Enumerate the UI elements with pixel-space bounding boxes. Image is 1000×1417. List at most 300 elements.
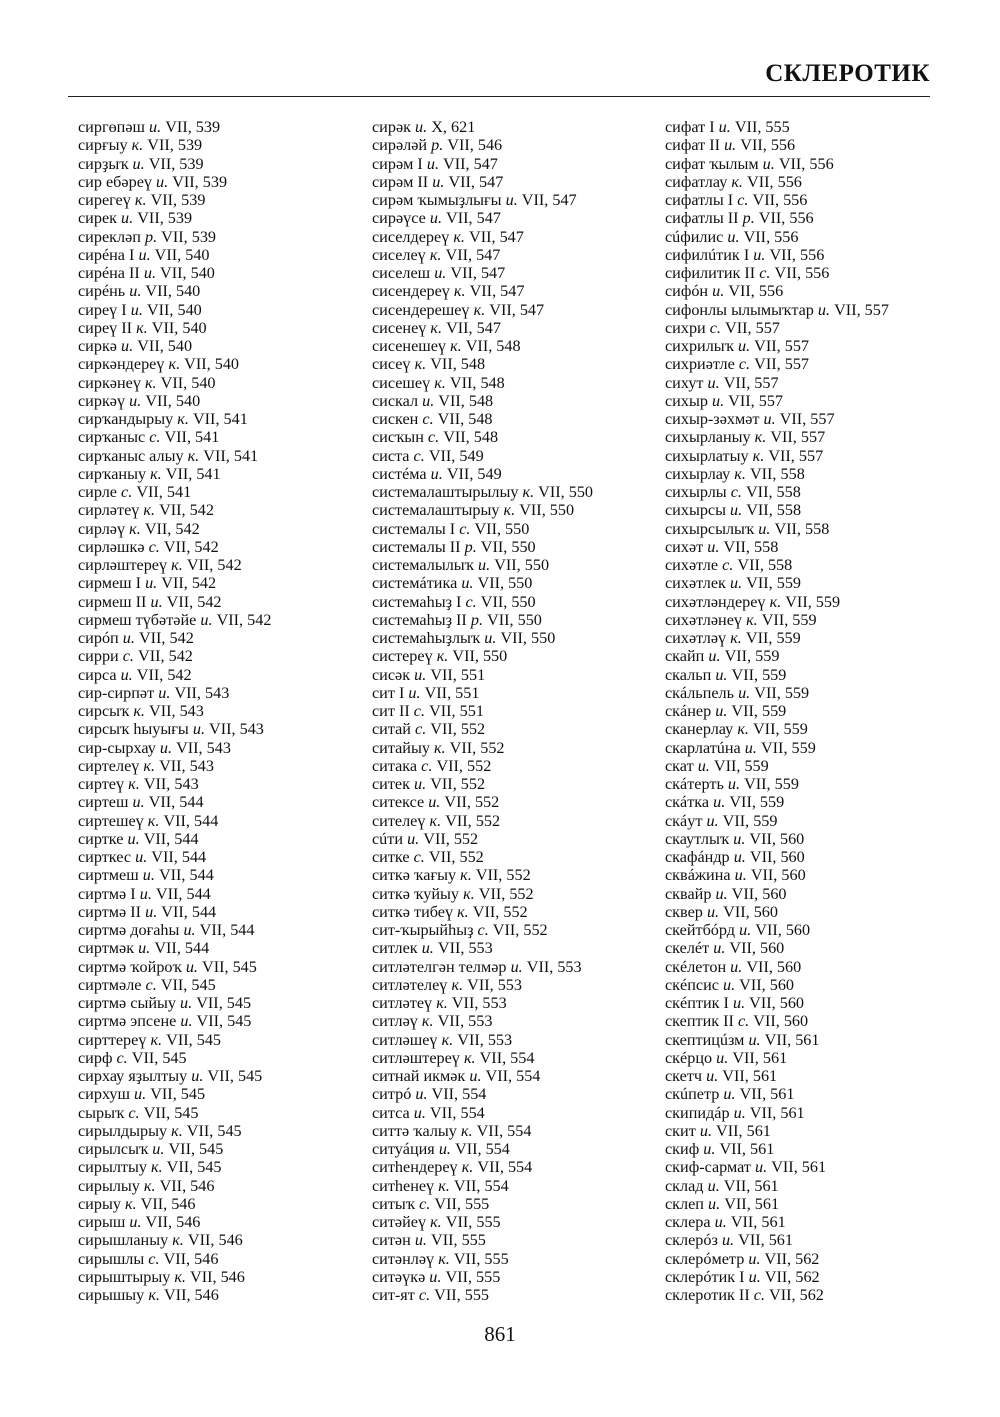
entry-grammar-mark: к. [174,1267,186,1286]
entry-grammar-mark: к. [438,1249,450,1268]
entry-volume-page: VII, 553 [451,994,507,1012]
entry-volume-page: VII, 559 [785,592,841,611]
entry-volume-page: VII, 560 [749,829,805,848]
entry-grammar-mark: и. [721,1231,735,1250]
dictionary-entry [78,1140,271,1158]
dictionary-entry [372,337,593,355]
dictionary-entry [665,885,889,903]
entry-grammar-mark: и. [426,154,439,173]
entry-grammar-mark: к. [473,300,486,319]
entry-volume-page: VII, 539 [147,136,203,155]
entry-headword: сирéна II [78,264,140,282]
entry-volume-page: VII, 544 [143,829,199,848]
dictionary-entry [665,209,889,227]
entry-grammar-mark: к. [129,519,141,538]
entry-grammar-mark: к. [133,702,145,720]
entry-volume-page: VII, 539 [148,154,204,173]
entry-volume-page: VII, 548 [465,337,521,355]
entry-volume-page: VII, 558 [774,519,830,538]
dictionary-entry [372,939,593,957]
entry-grammar-mark: к. [769,592,782,611]
entry-grammar-mark: с. [413,702,426,720]
entry-headword: сирәк [372,118,411,136]
entry-volume-page: VII, 552 [423,829,479,848]
entry-grammar-mark: к. [503,501,516,520]
entry-volume-page: VII, 543 [149,702,204,720]
entry-volume-page: VII, 560 [729,939,785,958]
entry-grammar-mark: и. [817,300,831,319]
entry-headword: ситләштереү [372,1048,460,1067]
entry-volume-page: VII, 559 [731,665,787,684]
dictionary-entry [372,483,593,501]
entry-grammar-mark: к. [429,245,442,264]
entry-headword: скиф [665,1140,700,1158]
dictionary-entry [372,866,593,884]
dictionary-entry [372,301,593,319]
entry-headword: сиртешеү [78,811,144,830]
entry-volume-page: VII, 560 [731,884,787,903]
entry-headword: сúти [372,829,404,848]
entry-headword: сирóп [78,629,119,647]
entry-volume-page: VII, 544 [155,884,211,903]
entry-volume-page: VII, 542 [138,647,193,666]
entry-volume-page: VII, 541 [136,483,192,501]
entry-volume-page: VII, 561 [739,1085,795,1104]
entry-volume-page: VII, 550 [494,556,550,574]
entry-volume-page: VII, 539 [137,209,193,228]
entry-grammar-mark: с. [759,264,771,282]
entry-headword: склеротик II [665,1286,750,1304]
entry-headword: сирәләй [372,136,428,155]
dictionary-entry [665,739,889,757]
entry-headword: сифатлау [665,172,728,191]
dictionary-entry [665,976,889,994]
entry-grammar-mark: и. [699,1121,712,1140]
entry-headword: ситса [372,1103,410,1122]
entry-volume-page: VII, 554 [476,1121,532,1140]
entry-headword: системаһыҙлыҡ [372,629,481,647]
entry-volume-page: VII, 555 [434,1194,490,1213]
entry-grammar-mark: и. [130,300,143,319]
entry-volume-page: VII, 541 [192,410,248,428]
entry-grammar-mark: к. [177,410,189,428]
entry-grammar-mark: и. [415,118,428,136]
entry-headword: сит-ҡырыйһыҙ [372,921,474,939]
entry-volume-page: VII, 556 [740,136,796,155]
entry-headword: ситләү [372,1012,418,1031]
entry-headword: ситексе [372,793,425,812]
entry-grammar-mark: и. [129,391,142,410]
entry-volume-page: VII, 556 [778,154,834,173]
entry-grammar-mark: и. [407,829,420,848]
dictionary-entry [78,830,271,848]
entry-headword: сир-сырхау [78,738,156,757]
entry-volume-page: VII, 561 [730,1213,786,1231]
entry-grammar-mark: и. [121,337,134,355]
entry-headword: сихыр [665,391,708,410]
entry-grammar-mark: к. [172,1231,184,1250]
dictionary-entry [665,191,889,209]
entry-grammar-mark: и. [748,1267,761,1286]
entry-headword: сирф [78,1048,113,1067]
entry-headword: склерóз [665,1231,718,1250]
entry-volume-page: VII, 547 [445,245,501,264]
dictionary-entry [372,574,593,592]
entry-volume-page: VII, 557 [768,446,824,465]
entry-headword: склерóтик I [665,1267,745,1286]
dictionary-entry [665,1104,889,1122]
entry-grammar-mark: и. [200,610,213,629]
entry-headword: сир-сирпәт [78,683,155,702]
entry-grammar-mark: и. [510,957,523,976]
entry-volume-page: VII, 559 [713,756,769,775]
entry-grammar-mark: к. [147,811,160,830]
dictionary-entry [78,1268,271,1286]
dictionary-entry [372,611,593,629]
entry-volume-page: VII, 560 [755,921,811,939]
entry-headword: сирекләп [78,227,141,246]
dictionary-entry [78,374,271,392]
entry-volume-page: VII, 540 [137,337,193,355]
entry-grammar-mark: и. [469,1067,482,1085]
entry-grammar-mark: и. [730,501,743,520]
dictionary-entry [372,538,593,556]
entry-headword: сиртеш [78,793,129,812]
dictionary-entry [78,1067,271,1085]
dictionary-entry [78,1031,271,1049]
entry-grammar-mark: к. [150,1030,163,1049]
entry-grammar-mark: и. [716,1048,729,1067]
entry-headword: сиртмә II [78,902,142,921]
entry-volume-page: VII, 560 [739,975,795,994]
dictionary-entry [372,173,593,191]
entry-grammar-mark: с. [148,537,160,556]
dictionary-entry [665,611,889,629]
entry-headword: сиркәү [78,391,126,410]
entry-volume-page: VII, 560 [749,848,805,866]
entry-volume-page: VII, 540 [160,373,216,392]
dictionary-entry [78,921,271,939]
entry-grammar-mark: и. [192,720,205,739]
entry-grammar-mark: к. [453,227,465,246]
entry-grammar-mark: р. [742,209,755,228]
dictionary-entry [665,118,889,136]
dictionary-entry [372,921,593,939]
entry-volume-page: VII, 550 [477,574,533,593]
dictionary-entry [665,1122,889,1140]
dictionary-entry [665,1049,889,1067]
dictionary-entry [372,246,593,264]
dictionary-entry [665,246,889,264]
dictionary-entry [78,666,271,684]
dictionary-entry [78,1286,271,1304]
entry-headword: сирләү [78,519,126,538]
entry-volume-page: VII, 545 [166,1030,222,1049]
entry-headword: сифилитик II [665,264,756,282]
dictionary-entry [665,410,889,428]
entry-headword: скéптик I [665,994,729,1012]
entry-grammar-mark: к. [136,318,148,337]
dictionary-entry [78,903,271,921]
entry-grammar-mark: с. [427,428,440,447]
entry-volume-page: VII, 546 [163,1286,219,1304]
entry-headword: ситәйеү [372,1213,427,1231]
entry-volume-page: VII, 554 [431,1085,487,1104]
entry-volume-page: VII, 541 [203,446,259,465]
dictionary-entry [665,702,889,720]
dictionary-entry [372,903,593,921]
entry-headword: скетч [665,1067,703,1085]
entry-volume-page: VII, 552 [475,866,531,885]
entry-headword: сихырланыу [665,428,751,447]
entry-grammar-mark: и. [724,136,737,155]
dictionary-entry [78,1085,271,1103]
entry-headword: ситуáция [372,1140,435,1158]
entry-headword: системаһыҙ I [372,592,462,611]
entry-headword: сиртмә I [78,884,136,903]
entry-volume-page: VII, 559 [724,647,780,666]
dictionary-entry [665,374,889,392]
dictionary-entry [372,355,593,373]
dictionary-entry [372,520,593,538]
entry-grammar-mark: и. [129,1213,142,1231]
entry-volume-page: VII, 547 [443,154,498,173]
dictionary-entry [78,1231,271,1249]
entry-volume-page: VII, 557 [725,318,780,337]
entry-grammar-mark: и. [729,574,743,593]
entry-volume-page: VII, 559 [729,793,785,812]
entry-volume-page: VII, 561 [771,1158,827,1177]
entry-grammar-mark: и. [707,537,720,556]
entry-volume-page: VII, 559 [731,702,787,720]
entry-headword: ситһендереү [372,1158,458,1177]
entry-grammar-mark: с. [121,483,133,501]
entry-grammar-mark: и. [734,866,747,885]
entry-grammar-mark: р. [144,227,158,246]
entry-volume-page: VII, 540 [154,245,210,264]
entry-volume-page: VII, 557 [754,355,810,374]
entry-grammar-mark: к. [187,446,200,465]
entry-headword: сиреү I [78,300,127,319]
entry-volume-page: VII, 555 [431,1231,486,1250]
entry-grammar-mark: с. [459,519,471,538]
entry-headword: склера [665,1213,711,1231]
entry-volume-page: VII, 552 [430,775,486,793]
entry-volume-page: VII, 552 [478,884,534,903]
entry-volume-page: VII, 548 [443,428,499,447]
entry-headword: сихырлау [665,464,731,483]
entry-headword: ситайыу [372,738,430,757]
dictionary-entry [665,483,889,501]
dictionary-entry [372,666,593,684]
dictionary-entry [78,228,271,246]
entry-headword: ситлек [372,939,418,958]
entry-headword: сиргөпәш [78,118,145,136]
entry-grammar-mark: и. [414,775,427,793]
entry-grammar-mark: и. [748,1249,761,1268]
entry-headword: ситләтелеү [372,975,448,994]
entry-headword: сирса [78,665,117,684]
entry-grammar-mark: с. [413,446,425,465]
entry-headword: скиф-сармат [665,1158,751,1177]
dictionary-entry [372,282,593,300]
entry-volume-page: X, 621 [431,118,476,136]
entry-volume-page: VII, 554 [485,1067,541,1085]
dictionary-entry [78,958,271,976]
entry-headword: сихриәтле [665,355,735,374]
entry-volume-page: VII, 540 [184,355,240,374]
entry-headword: скéрцо [665,1048,713,1067]
entry-grammar-mark: к. [457,902,469,921]
entry-grammar-mark: с. [738,355,751,374]
dictionary-entry [665,1268,889,1286]
entry-headword: сирләшкә [78,537,145,556]
entry-headword: сирсыҡ [78,702,130,720]
entry-grammar-mark: к. [453,282,466,301]
entry-headword: сихәтләнеү [665,610,743,629]
dictionary-entry [78,173,271,191]
dictionary-entry [665,830,889,848]
dictionary-entry [78,866,271,884]
entry-volume-page: VII, 539 [165,118,221,136]
entry-volume-page: VII, 556 [774,264,830,282]
dictionary-entry [665,666,889,684]
entry-grammar-mark: к. [451,975,464,994]
entry-volume-page: VII, 557 [723,373,779,392]
entry-grammar-mark: и. [158,683,171,702]
entry-grammar-mark: к. [150,464,162,483]
entry-grammar-mark: и. [408,683,421,702]
entry-headword: сихәт [665,537,704,556]
entry-grammar-mark: к. [460,1121,473,1140]
entry-grammar-mark: к. [463,1048,476,1067]
entry-headword: сихәтләү [665,629,727,647]
entry-volume-page: VII, 557 [754,337,810,355]
dictionary-entry [78,209,271,227]
entry-headword: сирәм I [372,154,423,173]
dictionary-entry [665,684,889,702]
dictionary-entry [372,1268,593,1286]
entry-headword: скафáндр [665,848,730,866]
dictionary-entry [372,465,593,483]
entry-headword: сиртмә сыйыу [78,994,176,1012]
entry-volume-page: VII, 554 [477,1158,533,1177]
entry-volume-page: VII, 548 [430,355,486,374]
entry-volume-page: VII, 545 [207,1067,263,1085]
dictionary-entry [372,1231,593,1249]
entry-volume-page: VII, 547 [469,227,524,246]
entry-volume-page: VII, 551 [424,683,480,702]
dictionary-entry [78,611,271,629]
entry-volume-page: VII, 559 [752,720,808,739]
entry-headword: сифат II [665,136,721,155]
entry-headword: сихәтлек [665,574,726,593]
dictionary-entry [372,1158,593,1176]
entry-volume-page: VII, 561 [724,1194,780,1213]
entry-headword: ситкә ҡуйыу [372,884,460,903]
entry-headword: ситкә ҡағыу [372,866,457,885]
dictionary-entry [665,958,889,976]
dictionary-entry [78,501,271,519]
entry-headword: сирткес [78,848,132,866]
entry-volume-page: VII, 554 [455,1140,510,1158]
dictionary-entry [372,410,593,428]
dictionary-entry [78,465,271,483]
entry-volume-page: VII, 545 [166,1158,222,1177]
dictionary-entry [78,520,271,538]
entry-grammar-mark: к. [128,775,140,793]
entry-volume-page: VII, 545 [168,1140,224,1158]
entry-headword: сирҡаныу [78,464,147,483]
dictionary-entry [78,994,271,1012]
dictionary-entry [665,538,889,556]
entry-grammar-mark: и. [414,665,427,684]
dictionary-entry [78,1158,271,1176]
entry-volume-page: VII, 545 [202,957,257,976]
entry-headword: сиселеш [372,264,431,282]
entry-headword: сихәтле [665,556,719,574]
entry-headword: сир ебәреү [78,172,152,191]
entry-grammar-mark: к. [148,1286,160,1304]
entry-volume-page: VII, 542 [136,665,192,684]
entry-grammar-mark: к. [746,610,758,629]
entry-volume-page: VII, 552 [449,738,505,757]
entry-volume-page: VII, 542 [159,501,214,520]
entry-headword: сифат ҡылым [665,154,759,173]
entry-headword: системалылыҡ [372,556,474,574]
entry-headword: сихыр-зәхмәт [665,410,760,428]
entry-volume-page: VII, 552 [430,720,486,739]
entry-volume-page: VII, 558 [737,556,793,574]
entry-grammar-mark: с. [477,921,489,939]
entry-volume-page: VII, 541 [164,428,220,447]
dictionary-entry [78,739,271,757]
entry-volume-page: VII, 542 [166,592,222,611]
entry-volume-page: VII, 552 [428,848,484,866]
entry-volume-page: VII, 557 [779,410,835,428]
entry-grammar-mark: к. [131,136,144,155]
entry-grammar-mark: и. [758,519,771,538]
dictionary-entry [665,337,889,355]
entry-grammar-mark: р. [470,610,483,629]
entry-headword: сиркәндереү [78,355,165,374]
entry-volume-page: VII, 557 [770,428,826,447]
entry-grammar-mark: и. [733,1103,746,1122]
entry-grammar-mark: и. [438,1140,451,1158]
entry-volume-page: VII, 545 [131,1048,187,1067]
entry-grammar-mark: и. [145,574,158,593]
dictionary-entry [372,556,593,574]
dictionary-entry [78,1250,271,1268]
dictionary-entry [78,1213,271,1231]
entry-volume-page: VII, 559 [744,775,799,793]
entry-headword: сирыу [78,1194,121,1213]
entry-volume-page: VII, 550 [452,647,508,666]
entry-headword: скáльпель [665,683,735,702]
entry-grammar-mark: к. [461,1158,474,1177]
dictionary-entry [78,1012,271,1030]
entry-headword: сискен [372,410,419,428]
entry-grammar-mark: к. [436,994,448,1012]
entry-grammar-mark: и. [711,391,725,410]
entry-grammar-mark: и. [121,209,134,228]
entry-grammar-mark: и. [127,829,140,848]
entry-volume-page: VII, 559 [746,574,802,593]
entry-volume-page: VII, 560 [753,1012,809,1031]
entry-grammar-mark: с. [465,592,477,611]
dictionary-entry [78,319,271,337]
entry-headword: сит II [372,702,410,720]
